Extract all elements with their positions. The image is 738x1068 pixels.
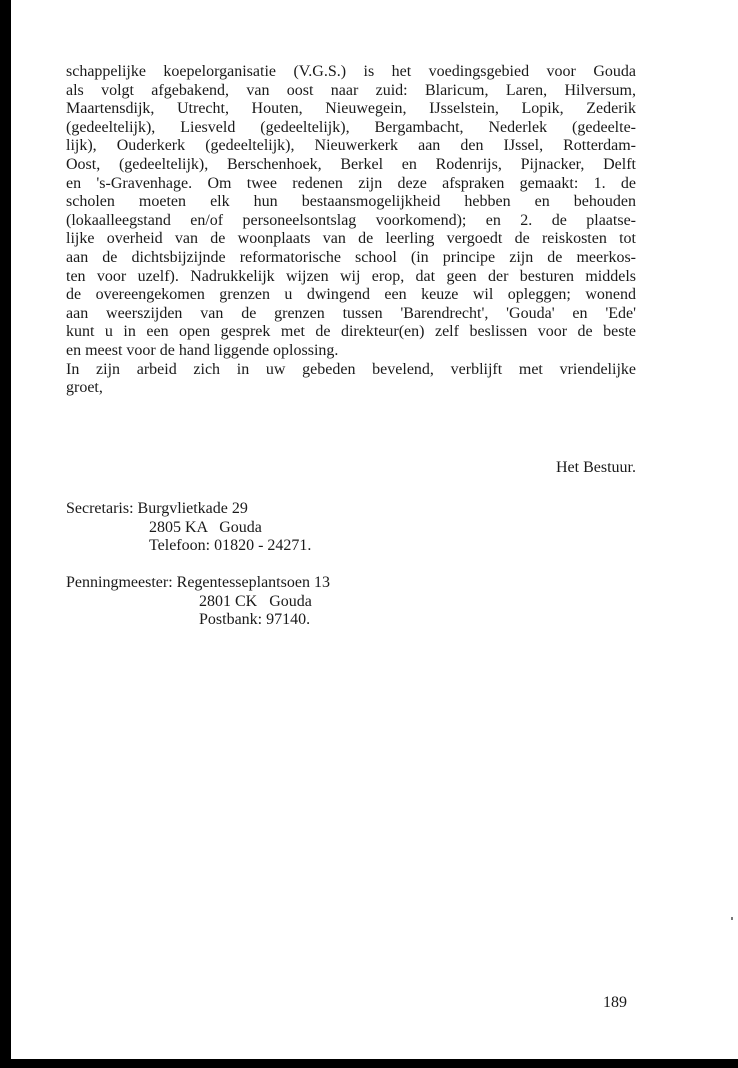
signature: Het Bestuur.: [556, 459, 636, 476]
body-line: en 's-Gravenhage. Om twee redenen zijn deze afspraken gemaakt: 1. de: [66, 174, 636, 192]
body-line: scholen moeten elk hun bestaansmogelijkheid hebben en behouden: [66, 193, 636, 211]
body-line: schappelijke koepelorganisatie (V.G.S.) is het voedingsgebied voor Gouda: [66, 63, 636, 80]
closing-line: groet,: [66, 379, 103, 397]
body-line: als volgt afgebakend, van oost naar zuid: Blaricum, Laren, Hilversum,: [66, 81, 636, 99]
penningmeester-city: 2801 CK Gouda: [199, 592, 312, 610]
body-line: Maartensdijk, Utrecht, Houten, Nieuwegein, IJsselstein, Lopik, Zederik: [66, 100, 636, 118]
secretaris-street: Burgvlietkade 29: [137, 500, 248, 517]
body-line: kunt u in een open gesprek met de direkteur(en) zelf beslissen voor de beste: [66, 323, 636, 341]
secretaris-city: 2805 KA Gouda: [149, 518, 262, 536]
body-line: (lokaalleegstand en/of personeelsontslag voorkomend); en 2. de plaatse-: [66, 211, 636, 229]
secretaris-label: Secretaris:: [66, 500, 134, 517]
page-content: [66, 63, 636, 629]
scan-border-bottom: [0, 1059, 738, 1068]
scan-speck: [731, 917, 733, 920]
body-line: aan weerszijden van de grenzen tussen 'Barendrecht', 'Gouda' en 'Ede': [66, 304, 636, 322]
body-line: ten voor uzelf). Nadrukkelijk wijzen wij erop, dat geen der besturen middels: [66, 267, 636, 285]
penningmeester-postbank: Postbank: 97140.: [199, 611, 311, 629]
body-line: aan de dichtsbijzijnde reformatorische school (in principe zijn de meerkos-: [66, 248, 636, 266]
secretaris-phone: Telefoon: 01820 - 24271.: [149, 537, 312, 555]
secretaris-address-block: [66, 500, 311, 556]
body-line: de overeengekomen grenzen u dwingend een keuze wil opleggen; wonend: [66, 286, 636, 304]
page-number: 189: [603, 994, 627, 1011]
penningmeester-label: Penningmeester:: [66, 574, 173, 591]
scan-border-left: [0, 0, 11, 1068]
penningmeester-street: Regentesseplantsoen 13: [176, 574, 330, 591]
body-line: lijke overheid van de woonplaats van de leerling vergoedt de reiskosten tot: [66, 230, 636, 248]
body-line: lijk), Ouderkerk (gedeeltelijk), Nieuwerkerk aan den IJssel, Rotterdam-: [66, 137, 636, 155]
penningmeester-address-block: [66, 574, 330, 630]
body-paragraph: [66, 63, 636, 398]
body-line: en meest voor de hand liggende oplossing.: [66, 341, 339, 359]
body-line: (gedeeltelijk), Liesveld (gedeeltelijk), Bergambacht, Nederlek (gedeelte-: [66, 118, 636, 136]
closing-line: In zijn arbeid zich in uw gebeden bevelend, verblijft met vriendelijke: [66, 360, 636, 378]
body-line: Oost, (gedeeltelijk), Berschenhoek, Berkel en Rodenrijs, Pijnacker, Delft: [66, 155, 636, 173]
